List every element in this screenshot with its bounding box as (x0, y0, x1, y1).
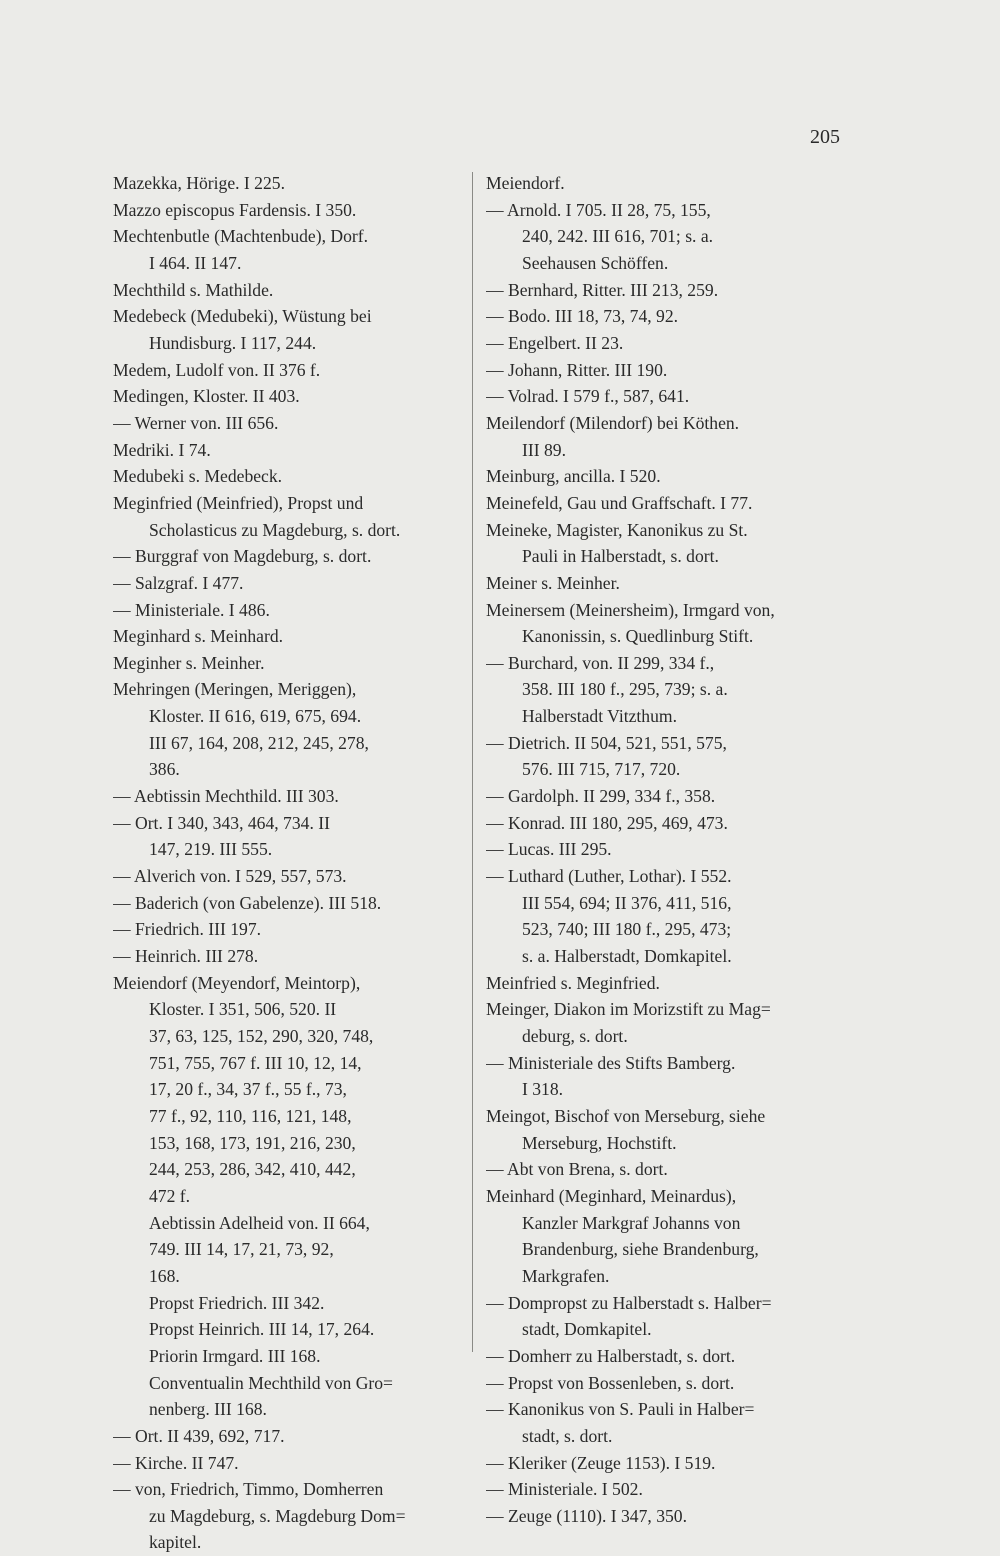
index-entry-continuation: nenberg. III 168. (149, 1399, 267, 1420)
index-entry-continuation: Kloster. II 616, 619, 675, 694. (149, 706, 362, 727)
index-entry-line: — Dompropst zu Halberstadt s. Halber= (486, 1292, 772, 1313)
index-entry-line: — Werner von. III 656. (113, 412, 279, 433)
index-entry-line: — Ministeriale des Stifts Bamberg. (486, 1052, 736, 1073)
index-entry-continuation: III 67, 164, 208, 212, 245, 278, (149, 732, 369, 753)
index-entry-line: — Bodo. III 18, 73, 74, 92. (486, 306, 679, 327)
index-entry-continuation: 472 f. (149, 1185, 191, 1206)
index-entry-line: — Kirche. II 747. (113, 1452, 239, 1473)
index-entry-continuation: Aebtissin Adelheid von. II 664, (149, 1212, 370, 1233)
index-entry-continuation: zu Magdeburg, s. Magdeburg Dom= (149, 1505, 406, 1526)
index-entry-line: Meinersem (Meinersheim), Irmgard von, (486, 599, 775, 620)
index-entry-line: Meginhard s. Meinhard. (113, 626, 284, 647)
index-entry-line: Meiendorf (Meyendorf, Meintorp), (113, 972, 361, 993)
index-entry-continuation: 244, 253, 286, 342, 410, 442, (149, 1159, 356, 1180)
index-entry-continuation: Seehausen Schöffen. (522, 252, 669, 273)
index-entry-line: — Salzgraf. I 477. (113, 572, 244, 593)
index-entry-continuation: deburg, s. dort. (522, 1026, 628, 1046)
index-entry-line: — Ministeriale. I 486. (113, 599, 270, 620)
index-entry-line: Meiner s. Meinher. (486, 572, 620, 593)
index-entry-continuation: Halberstadt Vitzthum. (522, 706, 677, 727)
index-entry-line: Meginher s. Meinher. (113, 652, 265, 673)
index-entry-line: — Burggraf von Magdeburg, s. dort. (113, 546, 372, 567)
index-entry-continuation: I 318. (522, 1079, 564, 1100)
index-entry-line: — Heinrich. III 278. (113, 946, 259, 967)
index-entry-continuation: Brandenburg, siehe Brandenburg, (522, 1239, 759, 1260)
index-column-right (486, 170, 841, 1529)
index-entry-continuation: 240, 242. III 616, 701; s. a. (522, 226, 714, 247)
index-entry-continuation: Priorin Irmgard. III 168. (149, 1345, 321, 1366)
index-entry-line: — Aebtissin Mechthild. III 303. (113, 786, 339, 807)
index-column-left (113, 170, 463, 1556)
index-entry-continuation: 358. III 180 f., 295, 739; s. a. (522, 679, 728, 700)
index-entry-line: Meineke, Magister, Kanonikus zu St. (486, 519, 748, 540)
index-entry-line: Mehringen (Meringen, Meriggen), (113, 679, 357, 700)
index-entry-continuation: 576. III 715, 717, 720. (522, 759, 681, 780)
index-entry-continuation: Pauli in Halberstadt, s. dort. (522, 546, 719, 567)
index-entry-continuation: III 89. (522, 439, 566, 460)
index-entry-line: — Ort. I 340, 343, 464, 734. II (113, 812, 330, 833)
index-entry-line: — Friedrich. III 197. (113, 919, 262, 940)
index-entry-line: — Konrad. III 180, 295, 469, 473. (486, 812, 728, 833)
index-entry-line: Meinefeld, Gau und Graffschaft. I 77. (486, 492, 753, 513)
index-entry-continuation: stadt, Domkapitel. (522, 1319, 652, 1340)
index-entry-line: Meiendorf. (486, 173, 565, 193)
index-entry-line: Medem, Ludolf von. II 376 f. (113, 359, 321, 380)
index-entry-line: Medebeck (Medubeki), Wüstung bei (113, 306, 372, 327)
index-entry-line: Meinger, Diakon im Morizstift zu Mag= (486, 999, 771, 1020)
index-entry-line: — Lucas. III 295. (486, 839, 612, 860)
index-entry-line: — Kanonikus von S. Pauli in Halber= (486, 1399, 755, 1420)
index-entry-line: Mazekka, Hörige. I 225. (113, 173, 285, 193)
index-entry-continuation: kapitel. (149, 1532, 202, 1553)
index-entry-continuation: Scholasticus zu Magdeburg, s. dort. (149, 519, 401, 540)
index-entry-line: — Gardolph. II 299, 334 f., 358. (486, 786, 716, 807)
index-entry-continuation: Merseburg, Hochstift. (522, 1132, 677, 1153)
index-entry-continuation: Kanonissin, s. Quedlinburg Stift. (522, 626, 754, 647)
index-entry-line: — Johann, Ritter. III 190. (486, 359, 668, 380)
index-entry-line: Meingot, Bischof von Merseburg, siehe (486, 1105, 766, 1126)
index-entry-line: — Propst von Bossenleben, s. dort. (486, 1372, 735, 1393)
index-entry-line: — Baderich (von Gabelenze). III 518. (113, 892, 382, 913)
index-entry-line: — Dietrich. II 504, 521, 551, 575, (486, 732, 727, 753)
index-entry-line: Mazzo episcopus Fardensis. I 350. (113, 199, 357, 220)
index-entry-continuation: 751, 755, 767 f. III 10, 12, 14, (149, 1052, 362, 1073)
page-number: 205 (810, 126, 840, 148)
index-entry-continuation: 749. III 14, 17, 21, 73, 92, (149, 1239, 334, 1260)
column-divider (472, 172, 473, 1352)
index-entry-continuation: Markgrafen. (522, 1265, 610, 1286)
index-entry-line: Mechthild s. Mathilde. (113, 279, 274, 300)
index-entry-line: Meinhard (Meginhard, Meinardus), (486, 1185, 737, 1206)
index-entry-line: — Ort. II 439, 692, 717. (113, 1425, 285, 1446)
index-entry-line: — Abt von Brena, s. dort. (486, 1159, 668, 1180)
index-entry-line: — Domherr zu Halberstadt, s. dort. (486, 1345, 736, 1366)
index-entry-continuation: Hundisburg. I 117, 244. (149, 332, 317, 353)
index-entry-line: — Zeuge (1110). I 347, 350. (486, 1505, 687, 1526)
index-entry-continuation: s. a. Halberstadt, Domkapitel. (522, 946, 732, 967)
index-entry-continuation: stadt, s. dort. (522, 1425, 613, 1446)
index-entry-continuation: 523, 740; III 180 f., 295, 473; (522, 919, 732, 940)
index-entry-line: Meinfried s. Meginfried. (486, 972, 660, 993)
index-entry-continuation: III 554, 694; II 376, 411, 516, (522, 892, 732, 913)
index-entry-line: — Ministeriale. I 502. (486, 1479, 643, 1500)
index-entry-line: Meinburg, ancilla. I 520. (486, 466, 661, 487)
index-entry-continuation: Conventualin Mechthild von Gro= (149, 1372, 393, 1393)
index-entry-line: Mechtenbutle (Machtenbude), Dorf. (113, 226, 369, 247)
index-entry-line: — von, Friedrich, Timmo, Domherren (113, 1479, 384, 1500)
index-entry-line: — Kleriker (Zeuge 1153). I 519. (486, 1452, 716, 1473)
index-entry-continuation: Propst Friedrich. III 342. (149, 1292, 325, 1313)
index-entry-line: Medubeki s. Medebeck. (113, 466, 283, 487)
index-entry-continuation: 77 f., 92, 110, 116, 121, 148, (149, 1105, 352, 1126)
index-entry-continuation: Kloster. I 351, 506, 520. II (149, 999, 337, 1020)
index-entry-line: — Alverich von. I 529, 557, 573. (113, 866, 347, 887)
index-entry-continuation: 37, 63, 125, 152, 290, 320, 748, (149, 1026, 374, 1046)
index-entry-line: — Luthard (Luther, Lothar). I 552. (486, 866, 732, 887)
index-entry-line: Meilendorf (Milendorf) bei Köthen. (486, 412, 740, 433)
index-entry-continuation: I 464. II 147. (149, 252, 242, 273)
index-entry-line: — Arnold. I 705. II 28, 75, 155, (486, 199, 711, 220)
index-entry-line: — Volrad. I 579 f., 587, 641. (486, 386, 690, 407)
index-entry-line: — Engelbert. II 23. (486, 332, 624, 353)
index-entry-line: — Burchard, von. II 299, 334 f., (486, 652, 715, 673)
index-entry-continuation: Kanzler Markgraf Johanns von (522, 1212, 741, 1233)
index-entry-line: Meginfried (Meinfried), Propst und (113, 492, 364, 513)
index-entry-continuation: 168. (149, 1265, 180, 1286)
index-entry-continuation: Propst Heinrich. III 14, 17, 264. (149, 1319, 375, 1340)
index-entry-continuation: 386. (149, 759, 180, 780)
index-entry-line: Medriki. I 74. (113, 439, 211, 460)
index-entry-line: — Bernhard, Ritter. III 213, 259. (486, 279, 719, 300)
index-entry-continuation: 153, 168, 173, 191, 216, 230, (149, 1132, 356, 1153)
index-entry-continuation: 17, 20 f., 34, 37 f., 55 f., 73, (149, 1079, 347, 1100)
index-entry-line: Medingen, Kloster. II 403. (113, 386, 300, 407)
index-entry-continuation: 147, 219. III 555. (149, 839, 273, 860)
